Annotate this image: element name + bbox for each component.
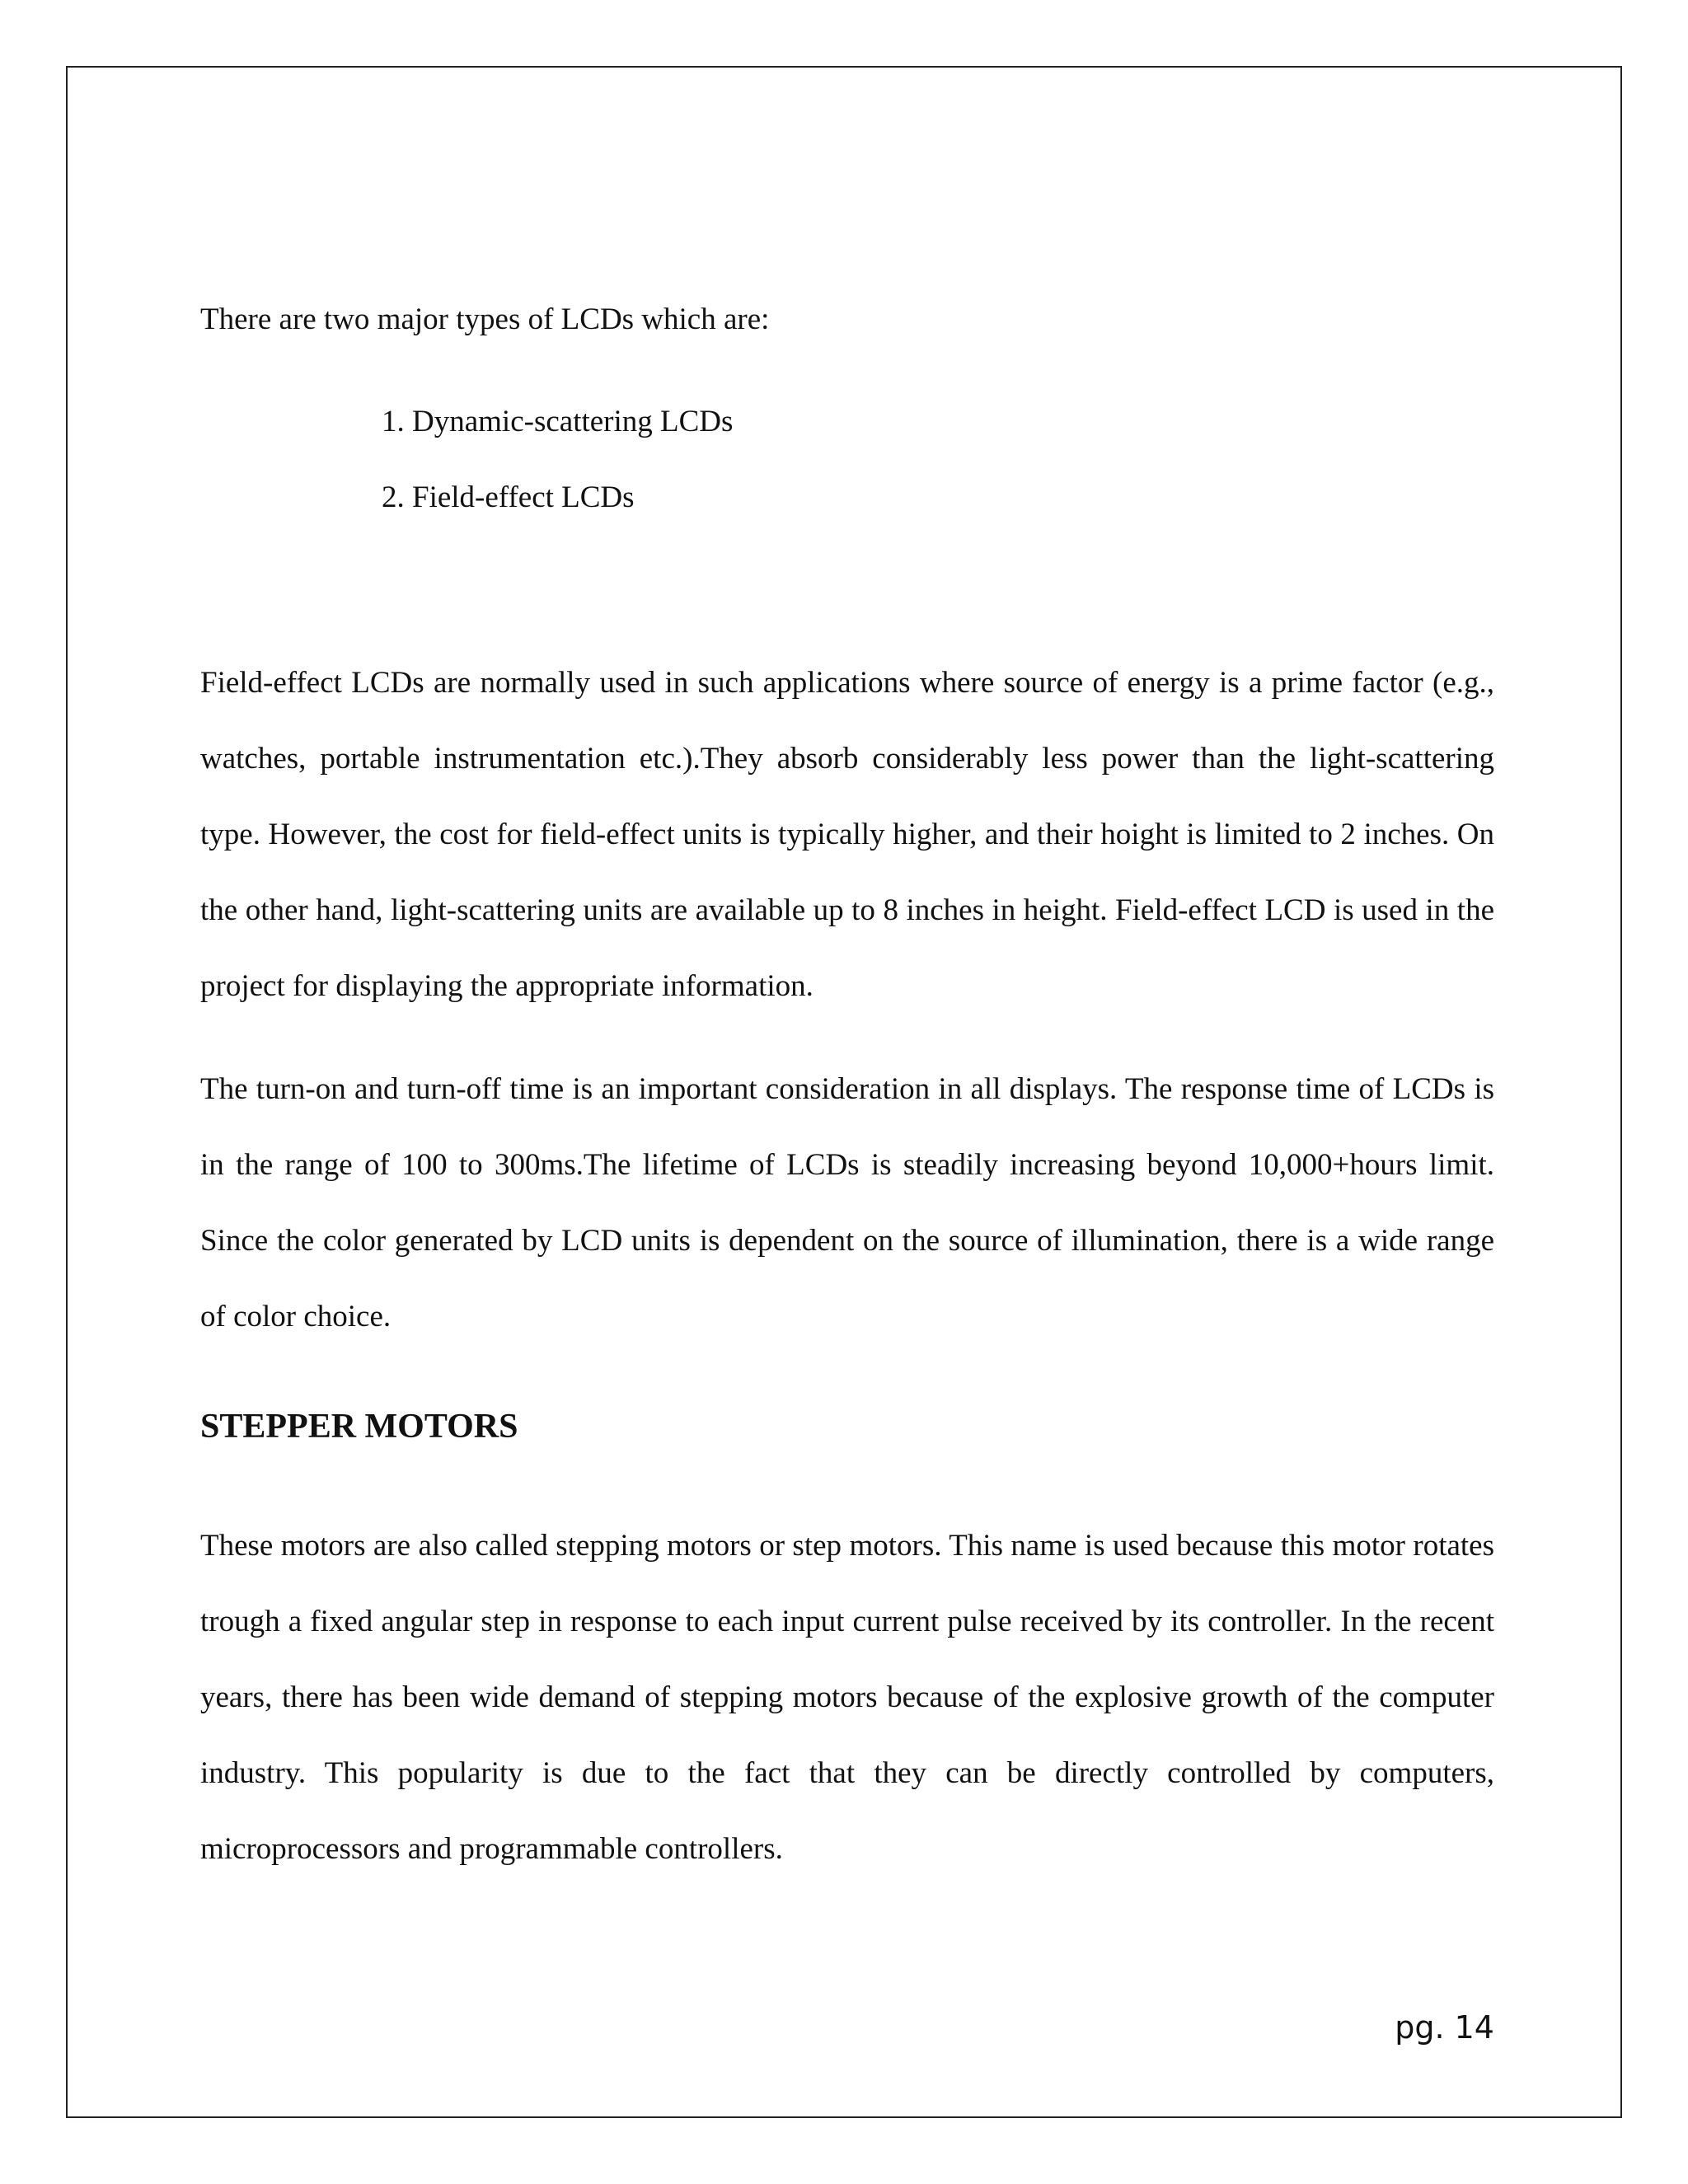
list-item-field-effect: 2. Field-effect LCDs (382, 480, 635, 514)
section-heading-stepper-motors: STEPPER MOTORS (200, 1408, 518, 1446)
paragraph-stepper-motors: These motors are also called stepping motors or step motors. This name is used because this motor rotates trough a fixed angular step in response to each input current pulse received by its controller. In the recent years, there has been wide demand of stepping motors because of the explosive growth of the computer industry. This popularity is due to the fact that they can be directly controlled by computers, microprocessors and programmable controllers. (200, 1529, 1494, 1866)
intro-text: There are two major types of LCDs which are: (200, 302, 770, 336)
list-item-dynamic-scattering: 1. Dynamic-scattering LCDs (382, 405, 734, 438)
page-number: pg. 14 (1395, 2009, 1494, 2046)
paragraph-response-time: The turn-on and turn-off time is an important consideration in all displays. The response time of LCDs is in the range of 100 to 300ms.The lifetime of LCDs is steadily increasing beyond 10,000+hours limit. Since the color generated by LCD units is dependent on the source of illumination, there is a wide range of color choice. (200, 1072, 1494, 1333)
paragraph-field-effect: Field-effect LCDs are normally used in such applications where source of energy is a prime factor (e.g., watches, portable instrumentation etc.).They absorb considerably less power than the light-scattering type. However, the cost for field-effect units is typically higher, and their hoight is limited to 2 inches. On the other hand, light-scattering units are available up to 8 inches in height. Field-effect LCD is used in the project for displaying the appropriate information. (200, 666, 1494, 1003)
